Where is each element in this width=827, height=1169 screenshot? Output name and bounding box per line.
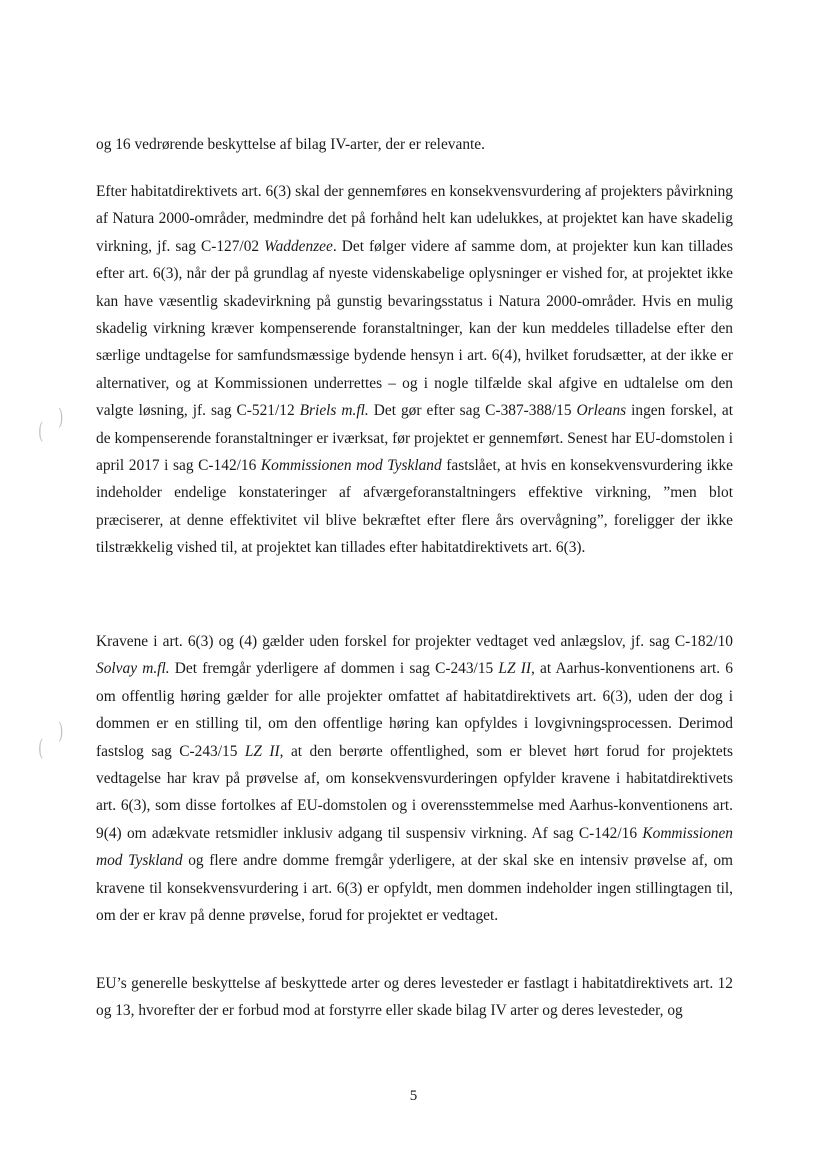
margin-scan-mark: )	[58, 719, 64, 745]
text-run: fastslået, at hvis en konsekvensvurdering ikke indeholder endelige konstateringer af afværgeforanstaltningers effektive virkning, ”men blot præciserer, at denne effektivitet vil blive bekræftet efter flere års overvågning”, foreligger der ikke tilstrækkelig vished til, at projektet kan tillades efter habitatdirektivets art. 6(3).	[96, 457, 733, 557]
text-run: Kravene i art. 6(3) og (4) gælder uden forskel for projekter vedtaget ved anlægslov, jf. sag C-182/10	[96, 633, 733, 650]
case-name-italic: Waddenzee	[264, 237, 333, 255]
paragraph-article-6-3-and-4	[96, 628, 733, 929]
text-run: Det gør efter sag C-387-388/15	[368, 402, 577, 420]
margin-scan-mark: )	[58, 405, 64, 431]
text-run: og flere andre domme fremgår yderligere, at der skal ske en intensiv prøvelse af, om kravene til konsekvensvurdering i art. 6(3) er opfyldt, men dommen indeholder ingen stillingtagen til, om der er krav på denne prøvelse, forud for projektet er vedtaget.	[96, 852, 733, 925]
case-name-italic: Solvay m.fl.	[96, 660, 170, 678]
case-name-italic: Orleans	[576, 402, 627, 420]
page-number: 5	[409, 1088, 418, 1104]
case-name-italic: Kommissionen mod Tyskland	[96, 824, 733, 870]
case-name-italic: Kommissionen mod Tyskland	[260, 457, 442, 475]
text-run: , at den berørte offentlighed, som er blevet hørt forud for projektets vedtagelse har krav på prøvelse af, om konsekvensvurderingen opfylder kravene i habitatdirektivets art. 6(3), som disse fortolkes af EU-domstolen og i overensstemmelse med Aarhus-konventionens art. 9(4) om adækvate retsmidler inklusiv adgang til suspensiv virkning. Af sag C-142/16	[96, 742, 733, 842]
paragraph-continuation	[96, 131, 733, 158]
text-run: Efter habitatdirektivets art. 6(3) skal der gennemføres en konsekvensvurdering af projekters påvirkning af Natura 2000-områder, medmindre det på forhånd helt kan udelukkes, at projektet kan have skadelig virkning, jf. sag C-127/02	[96, 183, 733, 255]
text-run: ingen forskel, at de kompenserende foranstaltninger er iværksat, før projektet er gennemført. Senest har EU-domstolen i april 2017 i sag C-142/16	[96, 402, 734, 475]
margin-scan-mark: (	[38, 736, 44, 762]
case-name-italic: LZ II	[244, 742, 280, 760]
text-run: og 16 vedrørende beskyttelse af bilag IV-arter, der er relevante.	[96, 136, 485, 153]
text-run: EU’s generelle beskyttelse af beskyttede arter og deres levesteder er fastlagt i habitatdirektivets art. 12 og 13, hvorefter der er forbud mod at forstyrre eller skade bilag IV arter og deres levesteder, og	[96, 975, 733, 1020]
case-name-italic: LZ II	[498, 660, 531, 678]
margin-scan-mark: (	[38, 419, 44, 445]
case-name-italic: Briels m.fl.	[299, 402, 369, 420]
paragraph-article-6-3	[96, 178, 733, 562]
text-run: . Det følger videre af samme dom, at projekter kun kan tillades efter art. 6(3), når der på grundlag af nyeste videnskabelige oplysninger er vished for, at projektet ikke kan have væsentlig skadevirkning på gunstig bevaringsstatus i Natura 2000-områder. Hvis en mulig skadelig virkning kræver kompenserende foranstaltninger, kan der kun meddeles tilladelse efter den særlige undtagelse for samfundsmæssige bydende hensyn i art. 6(4), hvilket forudsætter, at der ikke er alternativer, og at Kommissionen underrettes – og i nogle tilfælde skal afgive en udtalelse om den valgte løsning, jf. sag C-521/12	[96, 237, 733, 420]
text-run: Det fremgår yderligere af dommen i sag C-243/15	[169, 660, 499, 678]
paragraph-species-protection	[96, 970, 733, 1025]
text-run: , at Aarhus-konventionens art. 6 om offentlig høring gælder for alle projekter omfattet af habitatdirektivets art. 6(3), uden der dog i dommen er en stilling til, om den offentlige høring kan opfyldes i lovgivningsprocessen. Derimod fastslog sag C-243/15	[96, 660, 734, 760]
